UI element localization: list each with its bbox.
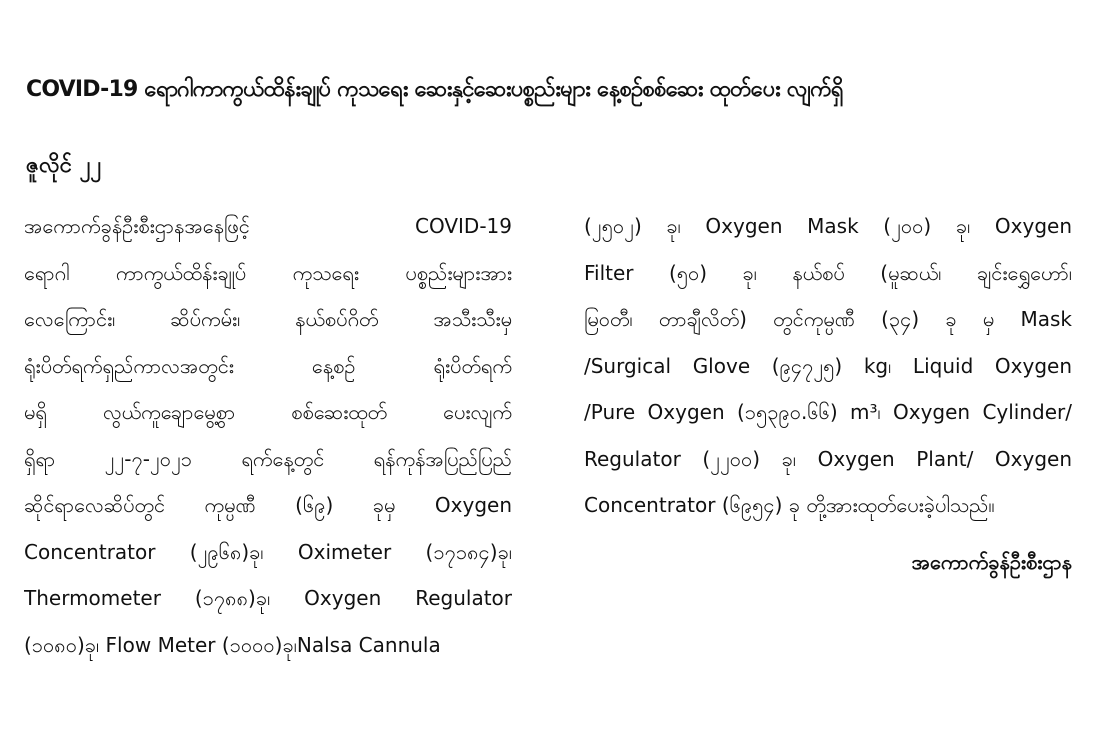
body-line: ဆိုင်ရာလေဆိပ်တွင် ကုမ္ပဏီ (၆၉) ခုမှ Oxygen bbox=[24, 493, 512, 517]
body-line: ရုံးပိတ်ရက်ရှည်ကာလအတွင်း နေ့စဉ် ရုံးပိတ်ရက် bbox=[24, 353, 512, 378]
body-line: Filter (၅၀) ခု၊ နယ်စပ် (မူဆယ်၊ ချင်းရွှေဟော်၊ bbox=[584, 260, 1072, 285]
body-line: လေကြောင်း၊ ဆိပ်ကမ်း၊ နယ်စပ်ဂိတ် အသီးသီးမှ bbox=[24, 307, 512, 331]
body-line: /Pure Oxygen (၁၅၃၉၀.၆၆) m³၊ Oxygen Cylinder/ bbox=[584, 400, 1072, 424]
body-line: ရှိရာ ၂၂-၇-၂၀၂၁ ရက်နေ့တွင် ရန်ကုန်အပြည်ပြည် bbox=[24, 446, 512, 471]
body-line: မြဝတီ၊ တာချီလိတ်) တွင်ကုမ္ပဏီ (၃၄) ခု မှ Mask bbox=[584, 307, 1072, 331]
body-line: အကောက်ခွန်ဦးစီးဌာနအနေဖြင့် COVID-19 bbox=[24, 214, 512, 238]
body-line: /Surgical Glove (၉၄၇၂၅) kg၊ Liquid Oxygen bbox=[584, 353, 1072, 378]
date-line: ဇူလိုင် ၂၂ bbox=[26, 153, 102, 178]
body-line: (၂၅၀၂) ခု၊ Oxygen Mask (၂၀၀) ခု၊ Oxygen bbox=[584, 214, 1072, 238]
signature: အကောက်ခွန်ဦးစီးဌာန bbox=[911, 549, 1072, 574]
body-line: ရောဂါ ကာကွယ်ထိန်းချုပ် ကုသရေး ပစ္စည်းများအား bbox=[24, 260, 512, 285]
body-column-right bbox=[584, 203, 1072, 585]
body-line: မရှိ လွယ်ကူချောမွေ့စွာ စစ်ဆေးထုတ် ပေးလျက် bbox=[24, 400, 512, 424]
body-column-left bbox=[24, 203, 512, 668]
body-line: Regulator (၂၂၀၀) ခု၊ Oxygen Plant/ Oxygen bbox=[584, 446, 1072, 471]
body-line: Concentrator (၂၉၆၈)ခု၊ Oximeter (၁၇၁၈၄)ခု၊ bbox=[24, 539, 512, 564]
body-line: Thermometer (၁၇၈၈)ခု၊ Oxygen Regulator bbox=[24, 586, 512, 610]
body-line: Concentrator (၆၉၅၄) ခု တို့အားထုတ်ပေးခဲ့ပါသည်။ bbox=[584, 493, 995, 517]
page-title: COVID-19 ရောဂါကာကွယ်ထိန်းချုပ် ကုသရေး ဆေးနှင့်ဆေးပစ္စည်းများ နေ့စဉ်စစ်ဆေး ထုတ်ပေး လျက်ရှိ bbox=[26, 77, 843, 102]
body-line: (၁၀၈၀)ခု၊ Flow Meter (၁၀၀၀)ခု၊Nalsa Cannula bbox=[24, 632, 441, 657]
